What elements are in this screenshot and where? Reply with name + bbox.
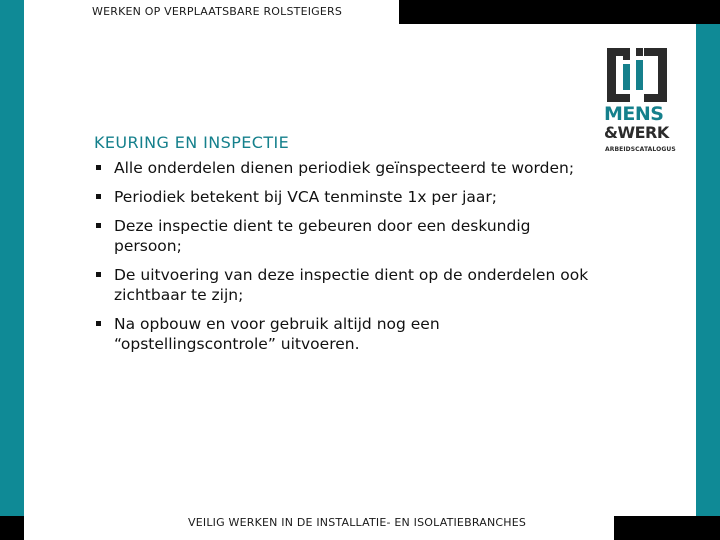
- square-bullet-icon: [96, 194, 101, 199]
- bullet-text: Periodiek betekent bij VCA tenminste 1x per jaar;: [114, 188, 498, 206]
- footer-label: VEILIG WERKEN IN DE INSTALLATIE- EN ISOLATIEBRANCHES: [184, 516, 614, 540]
- bullet-item: [94, 158, 594, 178]
- bullet-text: Na opbouw en voor gebruik altijd nog een “opstellingscontrole” uitvoeren.: [114, 315, 440, 353]
- logo-line-werk: &WERK: [604, 123, 669, 142]
- bullet-list: [94, 158, 594, 363]
- logo-line-arbeidscatalogus: ARBEIDSCATALOGUS: [605, 146, 676, 153]
- bullet-text: Deze inspectie dient te gebeuren door een deskundig persoon;: [114, 217, 531, 255]
- header-label: WERKEN OP VERPLAATSBARE ROLSTEIGERS: [85, 0, 399, 24]
- logo-line-mens: MENS: [604, 103, 664, 125]
- slide-title: KEURING EN INSPECTIE: [94, 133, 290, 152]
- bullet-item: [94, 187, 594, 207]
- left-accent-bar: [0, 0, 24, 540]
- bullet-text: De uitvoering van deze inspectie dient op de onderdelen ook zichtbaar te zijn;: [114, 266, 589, 304]
- square-bullet-icon: [96, 165, 101, 170]
- bottom-white-block: [24, 516, 184, 540]
- bullet-item: [94, 265, 594, 305]
- right-accent-bar: [696, 0, 720, 540]
- square-bullet-icon: [96, 223, 101, 228]
- bullet-item: [94, 216, 594, 256]
- bullet-text: Alle onderdelen dienen periodiek geïnspecteerd te worden;: [114, 159, 575, 177]
- bullet-item: [94, 314, 594, 354]
- square-bullet-icon: [96, 321, 101, 326]
- square-bullet-icon: [96, 272, 101, 277]
